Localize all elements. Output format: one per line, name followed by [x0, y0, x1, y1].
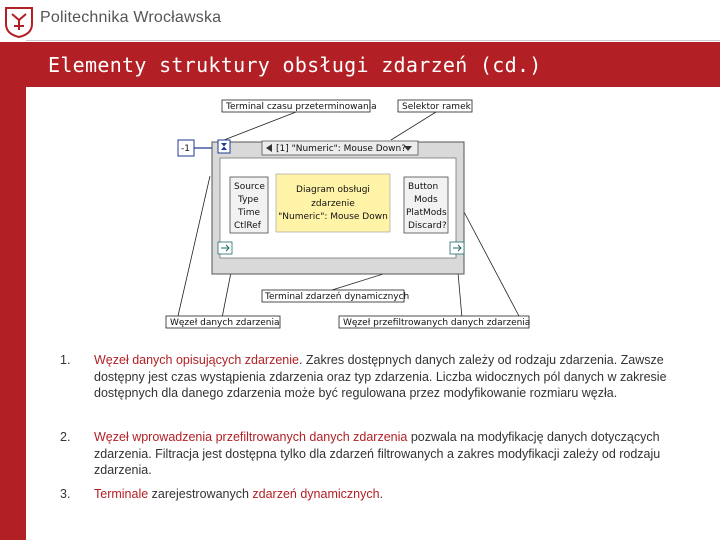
comment-line: Diagram obsługi [296, 185, 370, 195]
dynamic-terminal-left-icon [218, 242, 232, 254]
callout-event-data-label: Węzeł danych zdarzenia [170, 318, 280, 328]
callout-dynamic-terminal [262, 290, 409, 302]
filter-data-node [404, 177, 448, 233]
list-item-text [94, 352, 686, 402]
list-item-rest: . Zakres dostępnych danych zależy od rodzaju zdarzenia. Zawsze dostępny jest czas wystąpienia zdarzenia oraz typ zdarzenia. Liczba widocznych pól danych w zakresie dostępnych dla danego zdarzenia może być regulowana przez modyfikowanie rozmiaru węzła. [94, 353, 667, 400]
dynamic-terminal-right-icon [450, 242, 464, 254]
list-item-highlight: Węzeł wprowadzenia przefiltrowanych danych zdarzenia [94, 430, 408, 444]
list-item-rest: pozwala na modyfikację danych dotyczących zdarzenia. Filtracja jest dostępna tylko dla zdarzeń filtrowanych a zakres modyfikacji zależy od rodzaju zdarzenia. [94, 430, 661, 477]
list-item-number: 2. [60, 430, 71, 444]
callout-filter-data-label: Węzeł przefiltrowanych danych zdarzenia [343, 318, 531, 328]
right-node-field: PlatMods [406, 208, 447, 218]
timeout-constant-value: -1 [181, 144, 190, 154]
comment-block [276, 174, 390, 232]
list-item-text [94, 486, 686, 503]
callout-dynamic-label: Terminal zdarzeń dynamicznych [265, 292, 410, 302]
left-node-field: Source [234, 182, 265, 192]
list-item-rest: . [379, 487, 384, 501]
left-node-field: Time [238, 208, 261, 218]
callout-timeout-terminal [222, 100, 377, 112]
comment-line: zdarzenie [311, 199, 355, 209]
right-node-field: Discard? [408, 221, 447, 231]
left-node-field: Type [238, 195, 259, 205]
list-item-highlight: zdarzeń dynamicznych [252, 487, 380, 501]
selector-text: [1] "Numeric": Mouse Down? [276, 144, 407, 154]
left-node-field: CtlRef [234, 221, 261, 231]
callout-selector-label: Selektor ramek [402, 102, 471, 112]
callout-timeout-label: Terminal czasu przeterminowania [226, 102, 377, 112]
right-node-field: Mods [414, 195, 438, 205]
frame-selector[interactable] [262, 141, 418, 155]
brand-name: Politechnika Wrocławska [40, 9, 222, 26]
list-item-highlight: Terminale [94, 487, 149, 501]
list-item-rest: zarejestrowanych [148, 487, 253, 501]
list-item-number: 3. [60, 487, 71, 501]
list-item-number: 1. [60, 353, 71, 367]
comment-line: "Numeric": Mouse Down [278, 212, 388, 222]
callout-event-data-node [166, 316, 280, 328]
list-item-text [94, 429, 686, 479]
right-node-field: Button [408, 182, 439, 192]
slide-title: Elementy struktury obsługi zdarzeń (cd.) [48, 53, 542, 77]
callout-filter-data-node [339, 316, 530, 328]
list-item-highlight: Węzeł danych opisujących zdarzenie [94, 353, 299, 367]
callout-frame-selector [398, 100, 472, 112]
event-data-node [230, 177, 268, 233]
hourglass-icon [218, 140, 230, 153]
